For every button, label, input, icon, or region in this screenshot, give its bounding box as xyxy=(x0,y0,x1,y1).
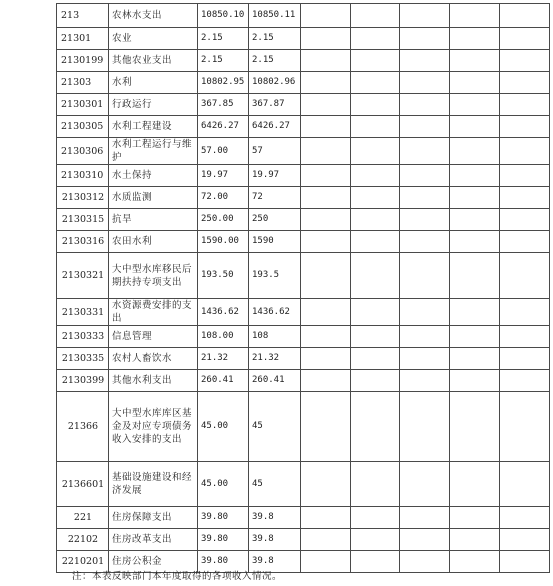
table-row xyxy=(57,72,550,94)
empty-cell xyxy=(500,253,550,299)
code-cell: 2130305 xyxy=(57,116,109,138)
empty-cell xyxy=(301,116,351,138)
table-row xyxy=(57,50,550,72)
empty-cell xyxy=(301,529,351,551)
empty-cell xyxy=(500,94,550,116)
empty-cell xyxy=(351,462,400,507)
empty-cell xyxy=(301,94,351,116)
empty-cell xyxy=(301,551,351,573)
table-row xyxy=(57,231,550,253)
empty-cell xyxy=(450,529,500,551)
amount-cell: 367.85 xyxy=(198,94,249,116)
empty-cell xyxy=(400,253,450,299)
subtotal-cell: 1590 xyxy=(249,231,301,253)
name-cell: 其他农业支出 xyxy=(109,50,198,72)
empty-cell xyxy=(500,507,550,529)
empty-cell xyxy=(450,348,500,370)
amount-cell: 45.00 xyxy=(198,392,249,462)
table-row xyxy=(57,165,550,187)
code-cell: 2130315 xyxy=(57,209,109,231)
empty-cell xyxy=(500,326,550,348)
empty-cell xyxy=(301,50,351,72)
amount-cell: 1436.62 xyxy=(198,299,249,326)
subtotal-cell: 193.5 xyxy=(249,253,301,299)
empty-cell xyxy=(500,28,550,50)
empty-cell xyxy=(500,370,550,392)
amount-cell: 250.00 xyxy=(198,209,249,231)
code-cell: 2130333 xyxy=(57,326,109,348)
empty-cell xyxy=(400,187,450,209)
code-cell: 22102 xyxy=(57,529,109,551)
name-cell: 农村人畜饮水 xyxy=(109,348,198,370)
empty-cell xyxy=(301,187,351,209)
empty-cell xyxy=(301,370,351,392)
table-body xyxy=(57,4,550,573)
empty-cell xyxy=(301,28,351,50)
subtotal-cell: 39.8 xyxy=(249,529,301,551)
empty-cell xyxy=(500,231,550,253)
empty-cell xyxy=(450,392,500,462)
empty-cell xyxy=(400,326,450,348)
table-row xyxy=(57,529,550,551)
empty-cell xyxy=(351,370,400,392)
subtotal-cell: 57 xyxy=(249,138,301,165)
empty-cell xyxy=(351,551,400,573)
empty-cell xyxy=(400,551,450,573)
amount-cell: 39.80 xyxy=(198,551,249,573)
empty-cell xyxy=(500,138,550,165)
code-cell: 2210201 xyxy=(57,551,109,573)
empty-cell xyxy=(400,348,450,370)
code-cell: 2130199 xyxy=(57,50,109,72)
amount-cell: 2.15 xyxy=(198,50,249,72)
empty-cell xyxy=(351,116,400,138)
empty-cell xyxy=(400,462,450,507)
table-row xyxy=(57,348,550,370)
name-cell: 农田水利 xyxy=(109,231,198,253)
empty-cell xyxy=(301,209,351,231)
code-cell: 2130331 xyxy=(57,299,109,326)
amount-cell: 260.41 xyxy=(198,370,249,392)
amount-cell: 45.00 xyxy=(198,462,249,507)
empty-cell xyxy=(351,299,400,326)
empty-cell xyxy=(450,50,500,72)
name-cell: 住房公积金 xyxy=(109,551,198,573)
empty-cell xyxy=(301,138,351,165)
empty-cell xyxy=(400,165,450,187)
empty-cell xyxy=(351,187,400,209)
table-row xyxy=(57,28,550,50)
empty-cell xyxy=(351,231,400,253)
empty-cell xyxy=(301,253,351,299)
empty-cell xyxy=(400,209,450,231)
empty-cell xyxy=(351,138,400,165)
table-row xyxy=(57,116,550,138)
empty-cell xyxy=(500,348,550,370)
name-cell: 行政运行 xyxy=(109,94,198,116)
code-cell: 213 xyxy=(57,4,109,28)
empty-cell xyxy=(351,507,400,529)
name-cell: 其他水利支出 xyxy=(109,370,198,392)
empty-cell xyxy=(500,462,550,507)
empty-cell xyxy=(500,50,550,72)
empty-cell xyxy=(301,165,351,187)
subtotal-cell: 1436.62 xyxy=(249,299,301,326)
amount-cell: 19.97 xyxy=(198,165,249,187)
empty-cell xyxy=(351,50,400,72)
empty-cell xyxy=(351,529,400,551)
subtotal-cell: 2.15 xyxy=(249,28,301,50)
empty-cell xyxy=(400,94,450,116)
code-cell: 221 xyxy=(57,507,109,529)
subtotal-cell: 108 xyxy=(249,326,301,348)
empty-cell xyxy=(400,529,450,551)
empty-cell xyxy=(400,507,450,529)
subtotal-cell: 250 xyxy=(249,209,301,231)
table-row xyxy=(57,187,550,209)
amount-cell: 39.80 xyxy=(198,507,249,529)
empty-cell xyxy=(450,370,500,392)
subtotal-cell: 45 xyxy=(249,462,301,507)
code-cell: 21301 xyxy=(57,28,109,50)
empty-cell xyxy=(450,231,500,253)
amount-cell: 72.00 xyxy=(198,187,249,209)
empty-cell xyxy=(450,116,500,138)
empty-cell xyxy=(500,4,550,28)
amount-cell: 21.32 xyxy=(198,348,249,370)
code-cell: 2130335 xyxy=(57,348,109,370)
empty-cell xyxy=(400,370,450,392)
amount-cell: 2.15 xyxy=(198,28,249,50)
name-cell: 农业 xyxy=(109,28,198,50)
empty-cell xyxy=(351,348,400,370)
empty-cell xyxy=(500,187,550,209)
subtotal-cell: 10802.96 xyxy=(249,72,301,94)
empty-cell xyxy=(500,529,550,551)
code-cell: 21303 xyxy=(57,72,109,94)
amount-cell: 1590.00 xyxy=(198,231,249,253)
empty-cell xyxy=(351,72,400,94)
empty-cell xyxy=(450,507,500,529)
code-cell: 2130321 xyxy=(57,253,109,299)
empty-cell xyxy=(500,299,550,326)
empty-cell xyxy=(301,326,351,348)
name-cell: 水利 xyxy=(109,72,198,94)
empty-cell xyxy=(450,462,500,507)
empty-cell xyxy=(400,392,450,462)
code-cell: 2130316 xyxy=(57,231,109,253)
empty-cell xyxy=(450,165,500,187)
code-cell: 2130312 xyxy=(57,187,109,209)
code-cell: 2130399 xyxy=(57,370,109,392)
empty-cell xyxy=(351,253,400,299)
empty-cell xyxy=(351,94,400,116)
table-row xyxy=(57,326,550,348)
footnote: 注：本表反映部门本年度取得的各项收入情况。 xyxy=(72,571,283,582)
code-cell: 2130301 xyxy=(57,94,109,116)
subtotal-cell: 39.8 xyxy=(249,507,301,529)
amount-cell: 39.80 xyxy=(198,529,249,551)
table-row xyxy=(57,138,550,165)
empty-cell xyxy=(301,231,351,253)
table-row xyxy=(57,299,550,326)
empty-cell xyxy=(450,72,500,94)
empty-cell xyxy=(400,299,450,326)
subtotal-cell: 39.8 xyxy=(249,551,301,573)
empty-cell xyxy=(400,50,450,72)
empty-cell xyxy=(400,4,450,28)
empty-cell xyxy=(351,326,400,348)
subtotal-cell: 45 xyxy=(249,392,301,462)
empty-cell xyxy=(351,165,400,187)
empty-cell xyxy=(400,28,450,50)
empty-cell xyxy=(301,507,351,529)
name-cell: 住房保障支出 xyxy=(109,507,198,529)
subtotal-cell: 260.41 xyxy=(249,370,301,392)
table-row xyxy=(57,507,550,529)
table-row xyxy=(57,253,550,299)
table-row xyxy=(57,4,550,28)
table-row xyxy=(57,370,550,392)
empty-cell xyxy=(400,116,450,138)
amount-cell: 10850.10 xyxy=(198,4,249,28)
name-cell: 住房改革支出 xyxy=(109,529,198,551)
code-cell: 21366 xyxy=(57,392,109,462)
subtotal-cell: 6426.27 xyxy=(249,116,301,138)
name-cell: 大中型水库移民后期扶持专项支出 xyxy=(109,253,198,299)
name-cell: 农林水支出 xyxy=(109,4,198,28)
subtotal-cell: 72 xyxy=(249,187,301,209)
name-cell: 基础设施建设和经济发展 xyxy=(109,462,198,507)
code-cell: 2136601 xyxy=(57,462,109,507)
empty-cell xyxy=(500,392,550,462)
empty-cell xyxy=(351,4,400,28)
empty-cell xyxy=(450,4,500,28)
empty-cell xyxy=(450,326,500,348)
name-cell: 信息管理 xyxy=(109,326,198,348)
amount-cell: 6426.27 xyxy=(198,116,249,138)
empty-cell xyxy=(301,462,351,507)
code-cell: 2130306 xyxy=(57,138,109,165)
empty-cell xyxy=(450,28,500,50)
subtotal-cell: 21.32 xyxy=(249,348,301,370)
name-cell: 水土保持 xyxy=(109,165,198,187)
empty-cell xyxy=(450,551,500,573)
empty-cell xyxy=(450,253,500,299)
name-cell: 大中型水库库区基金及对应专项债务收入安排的支出 xyxy=(109,392,198,462)
empty-cell xyxy=(400,72,450,94)
empty-cell xyxy=(301,72,351,94)
table-row xyxy=(57,462,550,507)
amount-cell: 57.00 xyxy=(198,138,249,165)
code-cell: 2130310 xyxy=(57,165,109,187)
subtotal-cell: 19.97 xyxy=(249,165,301,187)
empty-cell xyxy=(500,116,550,138)
empty-cell xyxy=(351,28,400,50)
name-cell: 水资源费安排的支出 xyxy=(109,299,198,326)
name-cell: 抗旱 xyxy=(109,209,198,231)
empty-cell xyxy=(500,72,550,94)
subtotal-cell: 367.87 xyxy=(249,94,301,116)
empty-cell xyxy=(351,209,400,231)
name-cell: 水质监测 xyxy=(109,187,198,209)
empty-cell xyxy=(301,392,351,462)
empty-cell xyxy=(301,4,351,28)
table-row xyxy=(57,209,550,231)
name-cell: 水利工程建设 xyxy=(109,116,198,138)
empty-cell xyxy=(450,94,500,116)
empty-cell xyxy=(351,392,400,462)
empty-cell xyxy=(450,138,500,165)
table-row xyxy=(57,94,550,116)
empty-cell xyxy=(500,165,550,187)
subtotal-cell: 2.15 xyxy=(249,50,301,72)
empty-cell xyxy=(500,209,550,231)
empty-cell xyxy=(301,299,351,326)
empty-cell xyxy=(500,551,550,573)
table-row xyxy=(57,392,550,462)
empty-cell xyxy=(450,209,500,231)
subtotal-cell: 10850.11 xyxy=(249,4,301,28)
empty-cell xyxy=(450,187,500,209)
amount-cell: 108.00 xyxy=(198,326,249,348)
empty-cell xyxy=(400,138,450,165)
amount-cell: 10802.95 xyxy=(198,72,249,94)
income-table xyxy=(56,3,550,573)
empty-cell xyxy=(301,348,351,370)
empty-cell xyxy=(450,299,500,326)
name-cell: 水利工程运行与维护 xyxy=(109,138,198,165)
empty-cell xyxy=(400,231,450,253)
amount-cell: 193.50 xyxy=(198,253,249,299)
